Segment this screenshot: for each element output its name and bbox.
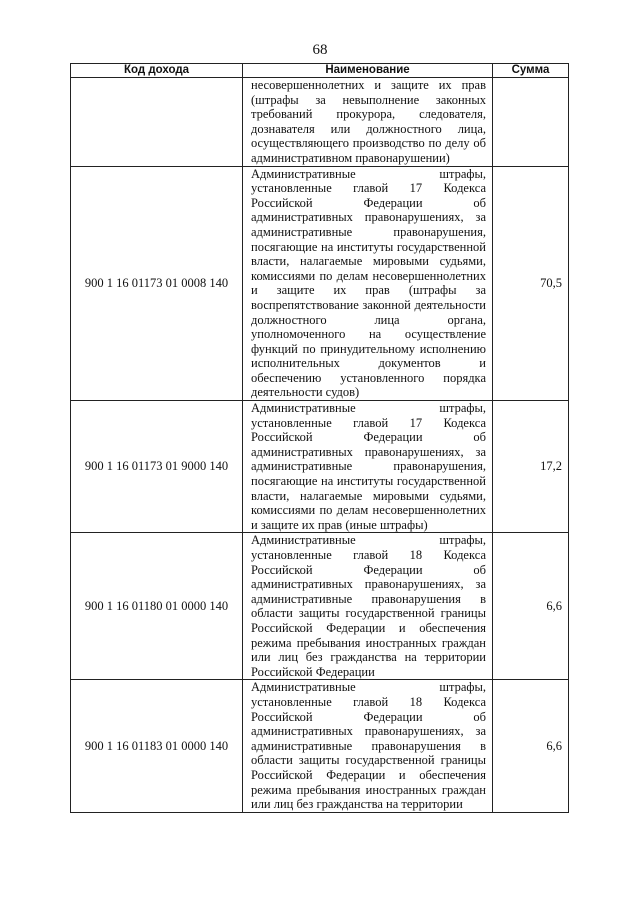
table-row [71, 533, 569, 680]
revenue-name-cell: Административные штрафы, установленные главой 18 Кодекса Российской Федерации об административных правонарушениях, за административные правонарушения в области защиты государственной границы Российской Федерации и обеспечения режима пребывания иностранных граждан или лиц без гражданства на территории [243, 680, 493, 812]
column-header-name: Наименование [243, 64, 493, 78]
revenue-sum-cell: 70,5 [493, 166, 569, 401]
revenue-code-cell: 900 1 16 01173 01 9000 140 [71, 401, 243, 533]
revenue-code-cell: 900 1 16 01173 01 0008 140 [71, 166, 243, 401]
column-header-code: Код дохода [71, 64, 243, 78]
revenue-sum-cell: 6,6 [493, 680, 569, 812]
table-row [71, 166, 569, 401]
page-number: 68 [312, 42, 328, 58]
revenue-name-cell: Административные штрафы, установленные главой 17 Кодекса Российской Федерации об административных правонарушениях, за административные правонарушения, посягающие на институты государственной власти, налагаемые мировыми судьями, комиссиями по делам несовершеннолетних и защите их прав (штрафы за воспрепятствование законной деятельности должностного лица органа, уполномоченного на осуществление функций по принудительному исполнению исполнительных документов и обеспечению установленного порядка деятельности судов) [243, 166, 493, 401]
revenue-sum-cell: 17,2 [493, 401, 569, 533]
revenue-sum-cell: 6,6 [493, 533, 569, 680]
revenue-table [70, 63, 569, 813]
revenue-code-cell: 900 1 16 01180 01 0000 140 [71, 533, 243, 680]
revenue-name-cell: несовершеннолетних и защите их прав (штрафы за невыполнение законных требований прокурора, следователя, дознавателя или должностного лица, осуществляющего производство по делу об административном правонарушении) [243, 78, 493, 167]
table-row [71, 401, 569, 533]
revenue-name-cell: Административные штрафы, установленные главой 17 Кодекса Российской Федерации об административных правонарушениях, за административные правонарушения, посягающие на институты государственной власти, налагаемые мировыми судьями, комиссиями по делам несовершеннолетних и защите их прав (иные штрафы) [243, 401, 493, 533]
revenue-code-cell [71, 78, 243, 167]
column-header-sum: Сумма [493, 64, 569, 78]
table-row [71, 78, 569, 167]
table-header-row [71, 64, 569, 78]
revenue-code-cell: 900 1 16 01183 01 0000 140 [71, 680, 243, 812]
table-row [71, 680, 569, 812]
revenue-sum-cell [493, 78, 569, 167]
revenue-name-cell: Административные штрафы, установленные главой 18 Кодекса Российской Федерации об административных правонарушениях, за административные правонарушения в области защиты государственной границы Российской Федерации и обеспечения режима пребывания иностранных граждан или лиц без гражданства на территории Российской Федерации [243, 533, 493, 680]
